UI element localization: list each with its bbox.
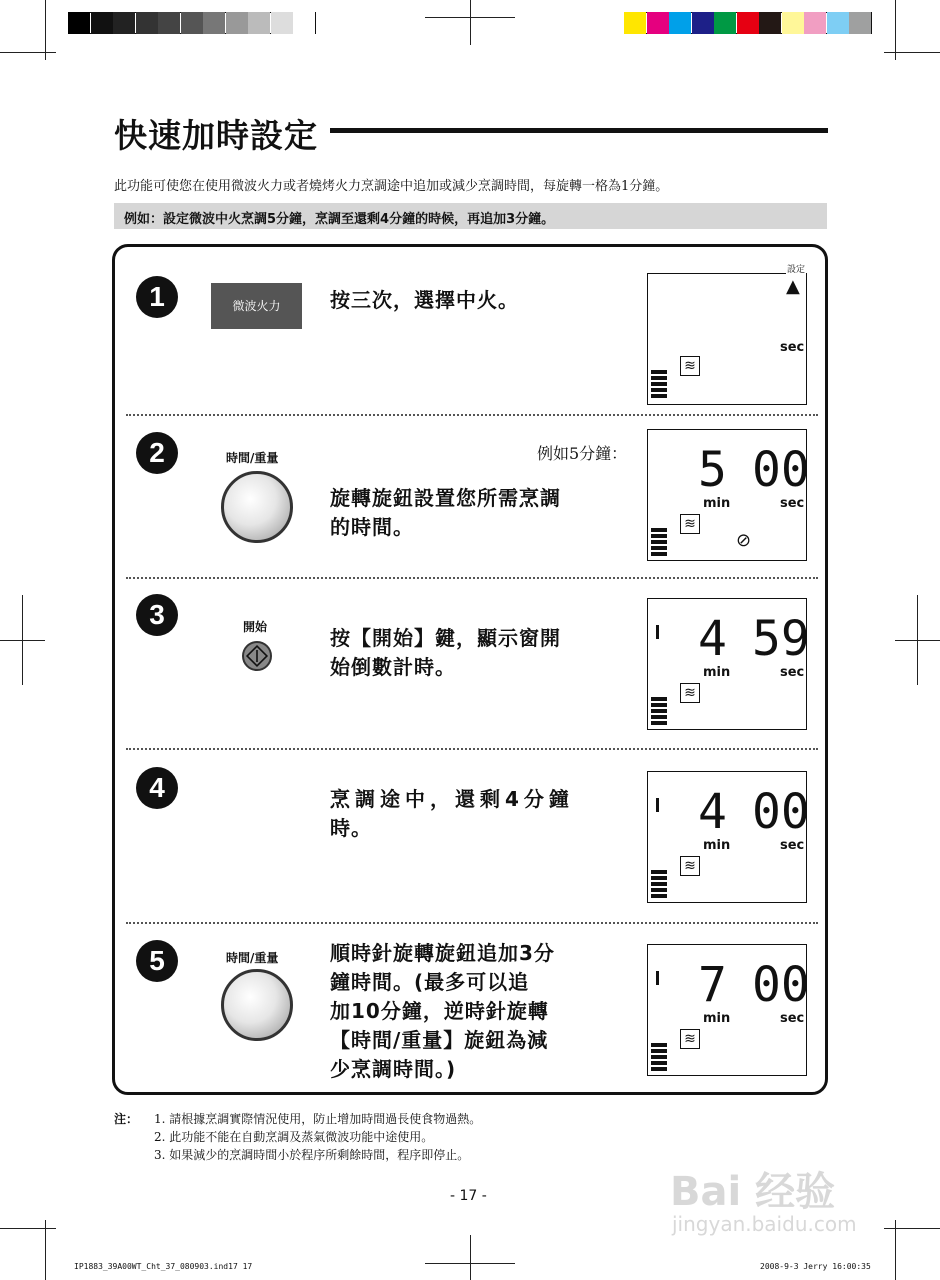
min-label: min: [703, 496, 731, 511]
microwave-icon: ≋: [680, 514, 700, 534]
sec-label: sec: [780, 665, 805, 680]
notes-label: 注：: [114, 1112, 139, 1126]
min-label: min: [703, 665, 731, 680]
min-label: min: [703, 838, 731, 853]
gray-swatch: [293, 12, 315, 34]
crop-mark: [895, 1220, 896, 1280]
seconds-digits: 00: [752, 957, 810, 1013]
seconds-digits: 00: [752, 442, 810, 498]
step-2-text-line2: 的時間。: [330, 515, 414, 539]
start-icon: [244, 643, 270, 669]
crop-mark: [0, 52, 56, 53]
setting-arrow-icon: ▲: [786, 276, 800, 297]
crop-mark: [470, 1235, 471, 1280]
step-1-number: 1: [136, 276, 178, 318]
crop-mark: [0, 1228, 56, 1229]
footer-timestamp: 2008-9-3 Jerry 16:00:35: [760, 1262, 871, 1271]
setting-label: 設定: [786, 262, 806, 275]
color-swatch: [647, 12, 669, 34]
step-1-text: 按三次，選擇中火。: [330, 288, 519, 312]
colon-indicator: [656, 798, 659, 812]
power-level-bars: [651, 528, 667, 556]
sec-label: sec: [780, 1011, 805, 1026]
display-panel: [647, 771, 810, 903]
step-divider: [126, 414, 818, 416]
gray-swatch: [113, 12, 135, 34]
footer-file-info: IP1883_39A00WT_Cht_37_080903.ind17 17: [74, 1262, 253, 1271]
crop-mark: [470, 0, 471, 45]
step-5-text-line1: 順時針旋轉旋鈕追加3分: [330, 941, 555, 965]
crop-mark: [895, 0, 896, 60]
step-4-text-line2: 時。: [330, 816, 372, 840]
color-swatch: [849, 12, 871, 34]
min-label: min: [703, 1011, 731, 1026]
step-5-text-line2: 鐘時間。(最多可以追: [330, 970, 530, 994]
step-divider: [126, 922, 818, 924]
watermark-url: jingyan.baidu.com: [672, 1212, 857, 1236]
example-banner: 例如：設定微波中火烹調5分鐘，烹調至還剩4分鐘的時候，再追加3分鐘。: [114, 203, 827, 229]
display-panel: [647, 944, 810, 1076]
step-divider: [126, 577, 818, 579]
display-panel: [647, 429, 810, 561]
start-indicator-icon: ⊘: [736, 530, 752, 551]
step-5-text-line3: 加10分鐘，逆時針旋轉: [330, 999, 549, 1023]
step-divider: [126, 748, 818, 750]
microwave-icon: ≋: [680, 1029, 700, 1049]
gray-swatch: [203, 12, 225, 34]
crop-mark: [917, 595, 918, 685]
page-title: 快速加時設定: [114, 116, 318, 155]
seconds-digits: 00: [752, 784, 810, 840]
color-swatch: [782, 12, 804, 34]
gray-swatch: [68, 12, 90, 34]
step-2-number: 2: [136, 432, 178, 474]
minutes-digit: 4: [698, 784, 727, 840]
gray-swatch: [136, 12, 158, 34]
note-item: 3. 如果減少的烹調時間小於程序所剩餘時間，程序即停止。: [154, 1148, 470, 1162]
watermark-logo: Bai 经验: [670, 1169, 836, 1215]
minutes-digit: 5: [698, 442, 727, 498]
power-level-bars: [651, 697, 667, 725]
time-weight-label: 時間/重量: [226, 451, 279, 465]
notes: [114, 1110, 482, 1162]
microwave-icon: ≋: [680, 856, 700, 876]
step-2-text-line1: 旋轉旋鈕設置您所需烹調: [330, 486, 561, 510]
example-5min-label: 例如5分鐘：: [537, 444, 628, 463]
display-panel: [647, 598, 810, 730]
display-panel: [647, 265, 807, 405]
power-level-bars: [651, 870, 667, 898]
gray-swatch: [158, 12, 180, 34]
power-level-bars: [651, 370, 667, 398]
color-swatch: [669, 12, 691, 34]
minutes-digit: 4: [698, 611, 727, 667]
microwave-power-button[interactable]: 微波火力: [211, 283, 302, 329]
gray-swatch: [181, 12, 203, 34]
step-5-text-line4: 【時間/重量】旋鈕為減: [330, 1028, 549, 1052]
start-button[interactable]: [242, 641, 272, 671]
gray-swatch: [91, 12, 113, 34]
crop-mark: [45, 1220, 46, 1280]
crop-mark: [884, 52, 940, 53]
minutes-digit: 7: [698, 957, 727, 1013]
title-rule: [330, 128, 828, 133]
microwave-icon: ≋: [680, 683, 700, 703]
crop-mark: [45, 0, 46, 60]
color-swatch: [737, 12, 759, 34]
step-5-text-line5: 少烹調時間。): [330, 1057, 457, 1081]
colon-indicator: [656, 625, 659, 639]
gray-swatch: [271, 12, 293, 34]
color-swatch: [692, 12, 714, 34]
crop-mark: [884, 1228, 940, 1229]
note-item: 1. 請根據烹調實際情況使用，防止增加時間過長使食物過熱。: [154, 1112, 482, 1126]
intro-text: 此功能可使您在使用微波火力或者燒烤火力烹調途中追加或減少烹調時間，每旋轉一格為1分鐘。: [114, 179, 669, 194]
gray-swatch: [248, 12, 270, 34]
note-item: 2. 此功能不能在自動烹調及蒸氣微波功能中途使用。: [154, 1130, 434, 1144]
step-3-number: 3: [136, 594, 178, 636]
step-3-text-line2: 始倒數計時。: [330, 655, 456, 679]
color-swatch: [759, 12, 781, 34]
step-4-text-line1: 烹調途中，還剩4分鐘: [330, 787, 574, 811]
time-weight-label: 時間/重量: [226, 951, 279, 965]
time-weight-knob[interactable]: [221, 969, 293, 1041]
microwave-icon: ≋: [680, 356, 700, 376]
page-number: - 17 -: [450, 1188, 487, 1204]
color-swatch: [804, 12, 826, 34]
crop-mark: [22, 595, 23, 685]
sec-label: sec: [780, 838, 805, 853]
color-swatch: [827, 12, 849, 34]
seconds-digits: 59: [752, 611, 810, 667]
gray-swatch: [226, 12, 248, 34]
step-3-text-line1: 按【開始】鍵，顯示窗開: [330, 626, 561, 650]
step-4-number: 4: [136, 767, 178, 809]
time-weight-knob[interactable]: [221, 471, 293, 543]
color-swatch: [624, 12, 646, 34]
step-5-number: 5: [136, 940, 178, 982]
sec-label: sec: [780, 340, 805, 355]
sec-label: sec: [780, 496, 805, 511]
colon-indicator: [656, 971, 659, 985]
color-swatch: [714, 12, 736, 34]
power-level-bars: [651, 1043, 667, 1071]
start-label: 開始: [243, 620, 268, 634]
